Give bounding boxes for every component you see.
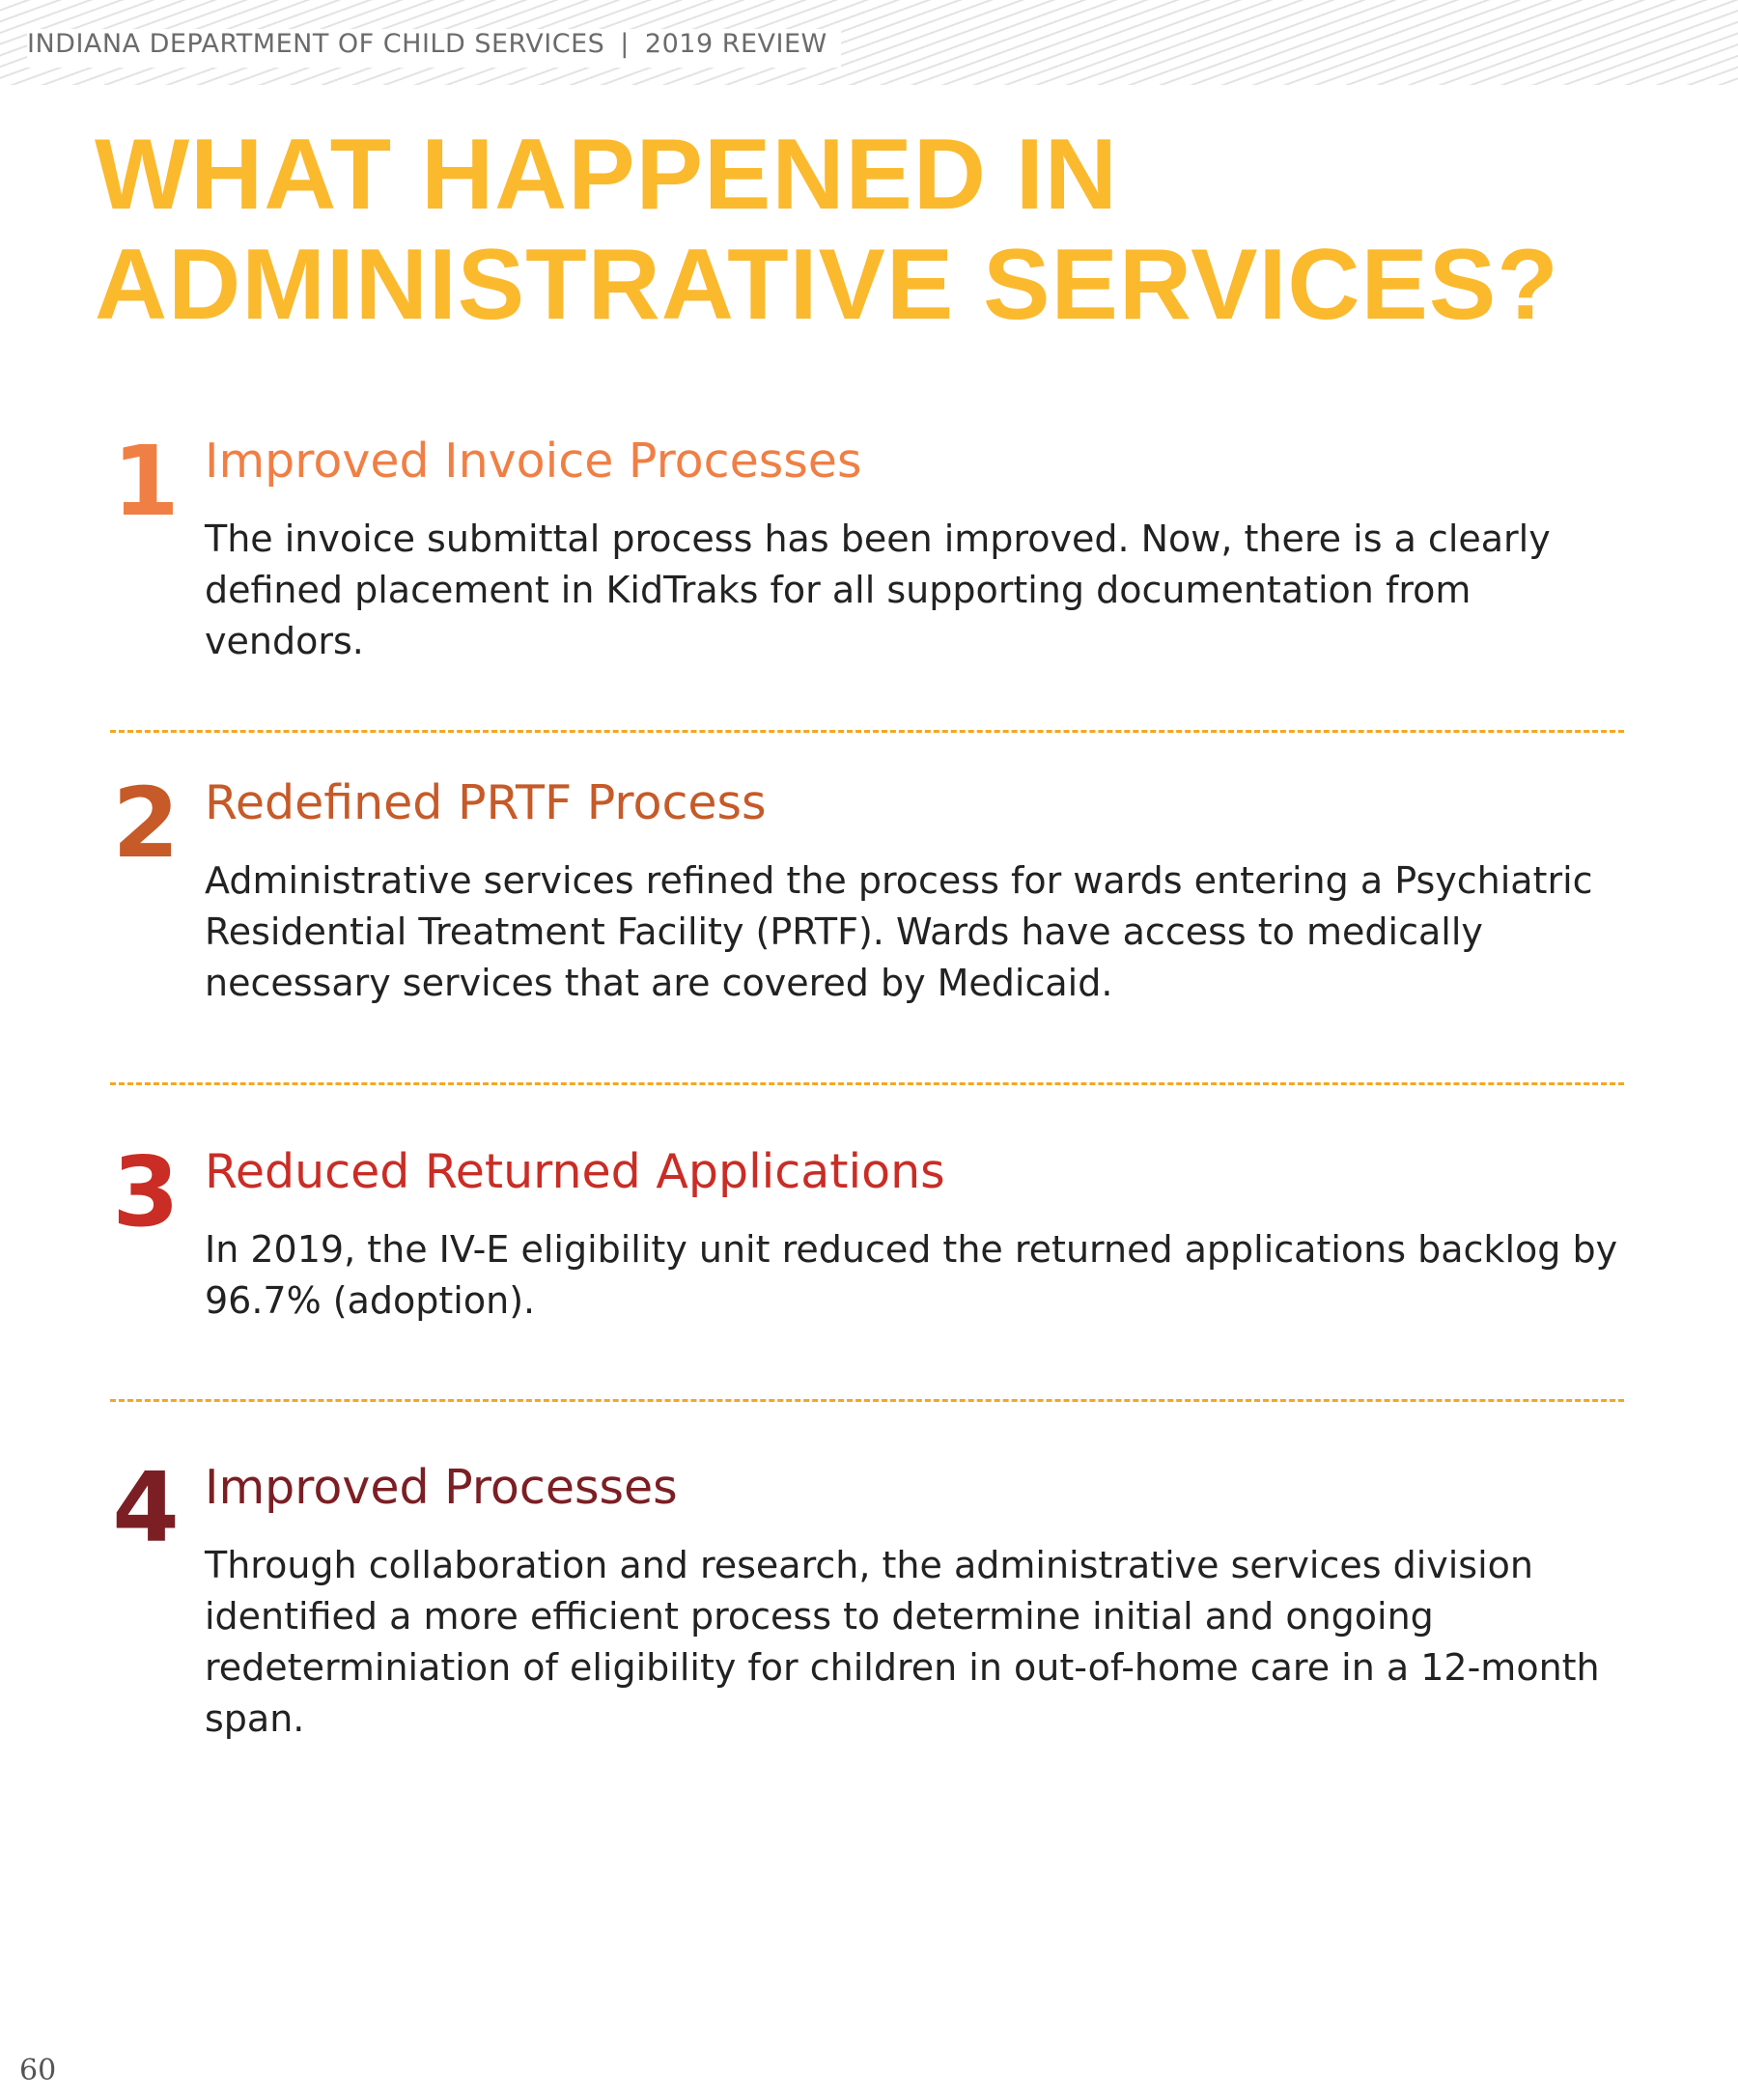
section-number: 1 <box>112 425 180 538</box>
page-title-line-2: ADMINISTRATIVE SERVICES? <box>95 229 1559 341</box>
section-number: 4 <box>112 1451 180 1564</box>
section-body: Administrative services refined the process for wards entering a Psychiatric Residential Treatment Facility (PRTF). Wards have access to medically necessary services that are covered by Medicaid. <box>205 859 1593 1004</box>
section-body: In 2019, the IV-E eligibility unit reduced the returned applications backlog by 96.7% (adoption). <box>205 1228 1618 1322</box>
section-body: Through collaboration and research, the administrative services division identified a more efficient process to determine initial and ongoing redeterminiation of eligibility for children in out-of-home care in a 12-month span. <box>205 1544 1600 1740</box>
section-title: Reduced Returned Applications <box>205 1144 945 1199</box>
section-title: Redefined PRTF Process <box>205 775 767 830</box>
page-title-line-1: WHAT HAPPENED IN <box>95 119 1118 231</box>
header-report: 2019 REVIEW <box>644 29 827 59</box>
section-number: 2 <box>112 767 180 880</box>
page-title <box>95 120 1559 340</box>
section-divider <box>110 1082 1624 1085</box>
section-title: Improved Processes <box>205 1460 678 1515</box>
running-header <box>27 29 841 68</box>
section-number: 3 <box>112 1135 180 1248</box>
page-number: 60 <box>19 2054 57 2087</box>
section-title: Improved Invoice Processes <box>205 434 862 489</box>
section-divider <box>110 730 1624 733</box>
section-divider <box>110 1399 1624 1402</box>
header-org: INDIANA DEPARTMENT OF CHILD SERVICES <box>27 29 605 59</box>
header-separator: | <box>620 29 630 59</box>
section-body: The invoice submittal process has been improved. Now, there is a clearly defined placement in KidTraks for all supporting documentation from vendors. <box>205 518 1551 662</box>
